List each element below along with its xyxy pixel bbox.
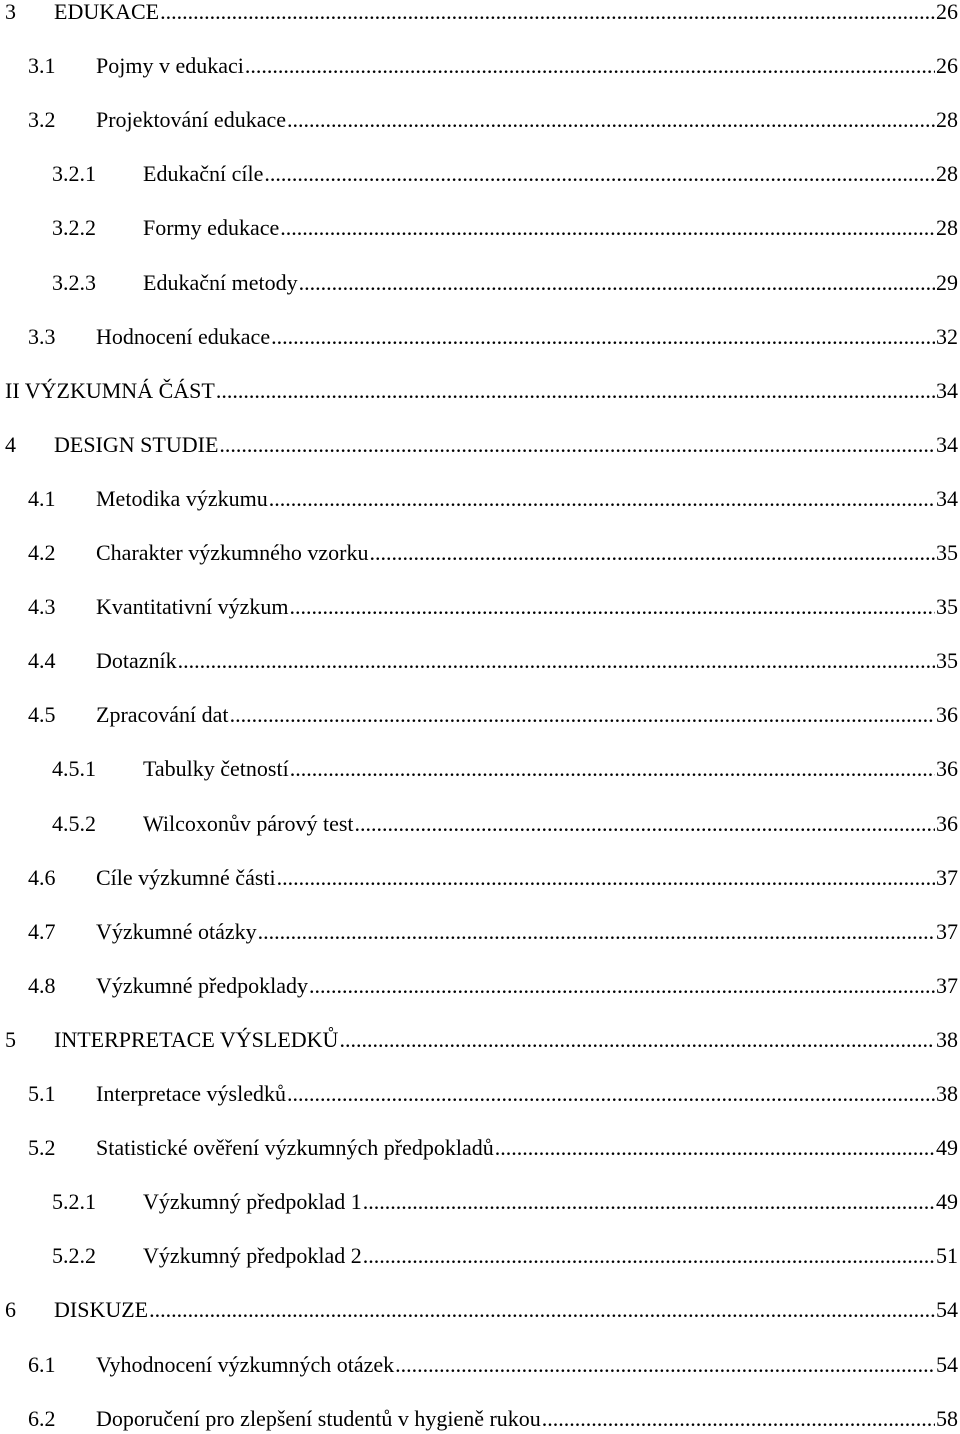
toc-entry[interactable] xyxy=(0,538,960,568)
toc-entry-title: Výzkumný předpoklad 1 xyxy=(143,1189,362,1215)
toc-entry[interactable] xyxy=(0,1404,960,1434)
toc-entry-number: 4.6 xyxy=(28,864,56,890)
dot-leader xyxy=(395,1350,935,1380)
toc-entry-page-number: 51 xyxy=(936,1243,958,1269)
toc-entry[interactable] xyxy=(0,376,960,406)
toc-entry-number: 3.1 xyxy=(28,53,56,79)
toc-entry-page-number: 34 xyxy=(936,485,958,511)
toc-entry-number: 3.3 xyxy=(28,323,56,349)
toc-entry-number: 4.5.2 xyxy=(52,810,96,836)
toc-entry[interactable] xyxy=(0,430,960,460)
toc-entry-title: EDUKACE xyxy=(54,0,160,24)
toc-entry-title: Dotazník xyxy=(96,648,177,674)
toc-entry-page-number: 29 xyxy=(936,269,958,295)
toc-entry-page-number: 36 xyxy=(936,810,958,836)
toc-entry-page-number: 49 xyxy=(936,1135,958,1161)
toc-entry-title: Výzkumné otázky xyxy=(96,918,257,944)
dot-leader xyxy=(280,213,935,243)
toc-entry-title: INTERPRETACE VÝSLEDKŮ xyxy=(54,1026,339,1052)
toc-entry-number: 3.2.2 xyxy=(52,215,96,241)
toc-entry-number: 4 xyxy=(5,431,16,457)
dot-leader xyxy=(245,51,935,81)
toc-entry-title: Hodnocení edukace xyxy=(96,323,271,349)
dot-leader xyxy=(264,159,935,189)
toc-entry-title: DISKUZE xyxy=(54,1297,149,1323)
toc-entry-number: 4.2 xyxy=(28,540,56,565)
toc-entry-title: DESIGN STUDIE xyxy=(54,431,219,457)
toc-entry-title: Vyhodnocení výzkumných otázek xyxy=(96,1351,395,1377)
dot-leader xyxy=(309,971,935,1001)
toc-entry[interactable] xyxy=(0,322,960,352)
toc-entry[interactable] xyxy=(0,51,960,81)
dot-leader xyxy=(363,1241,935,1271)
toc-entry-number: 4.4 xyxy=(28,648,56,674)
toc-entry-number: 6 xyxy=(5,1297,16,1323)
toc-entry-page-number: 34 xyxy=(936,431,958,457)
toc-entry-number: 5.2.1 xyxy=(52,1189,96,1215)
dot-leader xyxy=(149,1295,935,1325)
toc-entry-title: Výzkumný předpoklad 2 xyxy=(143,1243,362,1269)
toc-entry-number: 5 xyxy=(5,1026,16,1052)
toc-entry-page-number: 58 xyxy=(936,1405,958,1431)
dot-leader xyxy=(277,863,935,893)
toc-entry-title: Statistické ověření výzkumných předpokladů xyxy=(96,1135,494,1161)
dot-leader xyxy=(178,646,935,676)
toc-entry-number: 3 xyxy=(5,0,16,24)
toc-entry-page-number: 35 xyxy=(936,594,958,620)
toc-entry-page-number: 38 xyxy=(936,1026,958,1052)
toc-entry-number: 4.3 xyxy=(28,594,56,620)
toc-entry-page-number: 28 xyxy=(936,215,958,241)
dot-leader xyxy=(160,0,935,27)
toc-entry[interactable] xyxy=(0,484,960,514)
toc-entry-title: Formy edukace xyxy=(143,215,280,241)
toc-entry[interactable] xyxy=(0,971,960,1001)
dot-leader xyxy=(369,538,935,568)
toc-entry[interactable] xyxy=(0,863,960,893)
dot-leader xyxy=(219,430,935,460)
dot-leader xyxy=(495,1133,935,1163)
toc-entry-title: Edukační metody xyxy=(143,269,298,295)
dot-leader xyxy=(299,268,935,298)
toc-entry-page-number: 34 xyxy=(936,377,958,403)
dot-leader xyxy=(287,1079,935,1109)
toc-entry-title: Charakter výzkumného vzorku xyxy=(96,540,369,565)
toc-entry[interactable] xyxy=(0,917,960,947)
toc-entry-title: Pojmy v edukaci xyxy=(96,53,244,79)
toc-entry-number: 6.1 xyxy=(28,1351,56,1377)
dot-leader xyxy=(287,105,935,135)
dot-leader xyxy=(355,809,935,839)
toc-entry[interactable] xyxy=(0,213,960,243)
toc-entry-number: 4.5 xyxy=(28,702,56,728)
toc-entry-number: 6.2 xyxy=(28,1405,56,1431)
toc-entry-title: Edukační cíle xyxy=(143,161,264,187)
toc-entry-page-number: 37 xyxy=(936,864,958,890)
dot-leader xyxy=(269,484,935,514)
toc-entry-page-number: 49 xyxy=(936,1189,958,1215)
toc-entry-page-number: 28 xyxy=(936,161,958,187)
toc-entry-number: 5.2.2 xyxy=(52,1243,96,1269)
toc-entry-number: 5.1 xyxy=(28,1081,56,1106)
toc-entry-number: 4.8 xyxy=(28,972,56,998)
toc-entry-number: 4.5.1 xyxy=(52,756,96,782)
toc-entry-title: Tabulky četností xyxy=(143,756,289,782)
toc-entry[interactable] xyxy=(0,105,960,135)
toc-entry[interactable] xyxy=(0,1133,960,1163)
toc-entry-page-number: 37 xyxy=(936,972,958,998)
toc-entry-number: 3.2.1 xyxy=(52,161,96,187)
toc-entry[interactable] xyxy=(0,1350,960,1380)
toc-entry-title: Kvantitativní výzkum xyxy=(96,594,289,620)
toc-entry[interactable] xyxy=(0,1025,960,1055)
toc-entry-page-number: 26 xyxy=(936,0,958,24)
toc-entry-page-number: 26 xyxy=(936,53,958,79)
toc-entry-title: Interpretace výsledků xyxy=(96,1081,286,1106)
toc-entry[interactable] xyxy=(0,754,960,784)
toc-entry-title: II VÝZKUMNÁ ČÁST xyxy=(5,377,215,403)
toc-entry-number: 4.7 xyxy=(28,918,56,944)
dot-leader xyxy=(542,1404,935,1434)
toc-entry-page-number: 35 xyxy=(936,648,958,674)
toc-entry-page-number: 54 xyxy=(936,1351,958,1377)
dot-leader xyxy=(339,1025,935,1055)
toc-entry-title: Projektování edukace xyxy=(96,107,286,133)
dot-leader xyxy=(271,322,935,352)
dot-leader xyxy=(216,376,935,406)
toc-entry-number: 3.2 xyxy=(28,107,56,133)
dot-leader xyxy=(289,592,935,622)
toc-entry[interactable] xyxy=(0,592,960,622)
toc-entry-page-number: 28 xyxy=(936,107,958,133)
toc-entry-page-number: 35 xyxy=(936,540,958,565)
dot-leader xyxy=(363,1187,935,1217)
toc-entry-title: Zpracování dat xyxy=(96,702,229,728)
toc-entry[interactable] xyxy=(0,159,960,189)
toc-entry[interactable] xyxy=(0,646,960,676)
toc-entry-number: 4.1 xyxy=(28,485,56,511)
toc-entry-page-number: 54 xyxy=(936,1297,958,1323)
toc-entry-title: Cíle výzkumné části xyxy=(96,864,276,890)
dot-leader xyxy=(258,917,935,947)
toc-entry[interactable] xyxy=(0,700,960,730)
toc-entry-title: Metodika výzkumu xyxy=(96,485,268,511)
toc-entry-title: Doporučení pro zlepšení studentů v hygieně rukou xyxy=(96,1405,541,1431)
toc-entry[interactable] xyxy=(0,1187,960,1217)
toc-entry[interactable] xyxy=(0,1079,960,1109)
toc-entry-number: 3.2.3 xyxy=(52,269,96,295)
toc-entry-title: Výzkumné předpoklady xyxy=(96,972,308,998)
dot-leader xyxy=(290,754,935,784)
toc-entry[interactable] xyxy=(0,0,960,27)
dot-leader xyxy=(230,700,935,730)
toc-entry-number: 5.2 xyxy=(28,1135,56,1161)
toc-entry[interactable] xyxy=(0,268,960,298)
toc-entry-page-number: 38 xyxy=(936,1081,958,1106)
toc-entry-title: Wilcoxonův párový test xyxy=(143,810,354,836)
toc-entry-page-number: 36 xyxy=(936,702,958,728)
toc-entry[interactable] xyxy=(0,1295,960,1325)
toc-entry[interactable] xyxy=(0,809,960,839)
toc-entry[interactable] xyxy=(0,1241,960,1271)
toc-entry-page-number: 37 xyxy=(936,918,958,944)
toc-entry-page-number: 36 xyxy=(936,756,958,782)
toc-entry-page-number: 32 xyxy=(936,323,958,349)
